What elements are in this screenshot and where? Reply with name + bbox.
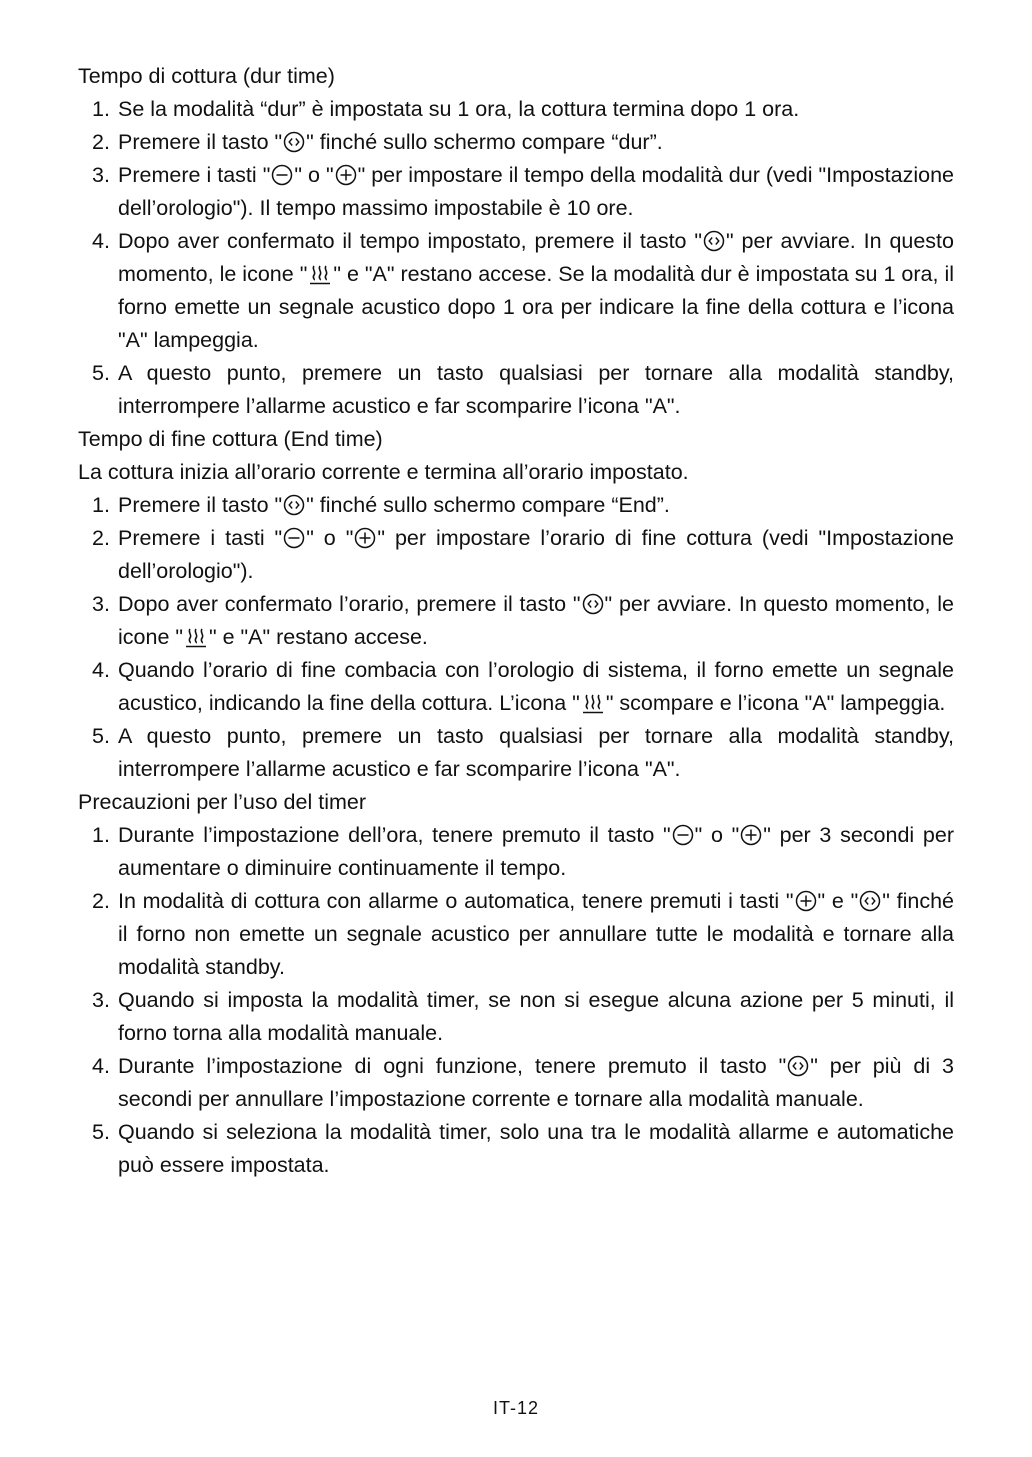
list-item — [78, 357, 954, 423]
list-item — [78, 159, 954, 225]
plus-button-icon — [795, 890, 817, 912]
arrows-button-icon — [283, 131, 305, 153]
item-text: Quando si seleziona la modalità timer, solo una tra le modalità allarme e automatiche può essere impostata. — [118, 1120, 954, 1177]
item-text: Durante l’impostazione di ogni funzione, tenere premuto il tasto " — [118, 1054, 787, 1078]
list-item-number: 4. — [92, 1054, 110, 1078]
list-item — [78, 588, 954, 654]
list-item-number: 1. — [92, 97, 110, 121]
item-text: In modalità di cottura con allarme o automatica, tenere premuti i tasti " — [118, 889, 794, 913]
item-text: A questo punto, premere un tasto qualsiasi per tornare alla modalità standby, interrompere l’allarme acustico e far scomparire l’icona "A". — [118, 361, 954, 418]
minus-button-icon — [271, 164, 293, 186]
item-text: " per 3 secondi per aumentare o diminuire continuamente il tempo. — [118, 823, 954, 880]
list-item — [78, 489, 954, 522]
item-text: Dopo aver confermato il tempo impostato, premere il tasto " — [118, 229, 703, 253]
list-item — [78, 819, 954, 885]
list-item — [78, 654, 954, 720]
list-item — [78, 126, 954, 159]
page-number: IT-12 — [492, 1398, 540, 1418]
list-item — [78, 522, 954, 588]
item-text: " e "A" restano accese. Se la modalità dur è impostata su 1 ora, il forno emette un segnale acustico dopo 1 ora per indicare la fine della cottura e l’icona "A" lampeggia. — [118, 262, 955, 352]
section-heading: Tempo di fine cottura (End time) — [78, 427, 383, 451]
item-text: Dopo aver confermato l’orario, premere il tasto " — [118, 592, 581, 616]
list-item — [78, 720, 954, 786]
section-heading: Precauzioni per l’uso del timer — [78, 790, 366, 814]
minus-button-icon — [283, 527, 305, 549]
list-item-number: 1. — [92, 493, 110, 517]
arrows-button-icon — [703, 230, 725, 252]
item-text: " per avviare. In questo momento, le icone " — [118, 592, 954, 649]
item-text: " per avviare. In questo momento, le icone " — [118, 229, 954, 286]
item-text: " scompare e l’icona "A" lampeggia. — [605, 691, 946, 715]
list-item-number: 1. — [92, 823, 110, 847]
minus-button-icon — [672, 824, 694, 846]
cooking-heat-icon — [184, 626, 208, 648]
item-text: Premere il tasto " — [118, 130, 283, 154]
cooking-heat-icon — [581, 692, 605, 714]
list-item — [78, 225, 954, 357]
item-text: Quando l’orario di fine combacia con l’orologio di sistema, il forno emette un segnale acustico, indicando la fine della cottura. L’icona " — [118, 658, 954, 715]
item-text: " o " — [306, 526, 354, 550]
item-text: Quando si imposta la modalità timer, se non si esegue alcuna azione per 5 minuti, il forno torna alla modalità manuale. — [118, 988, 954, 1045]
list-item-number: 4. — [92, 229, 110, 253]
list-item — [78, 1050, 954, 1116]
list-item — [78, 885, 954, 984]
item-text: " finché sullo schermo compare “End”. — [306, 493, 670, 517]
list-item — [78, 1116, 954, 1182]
list-item-number: 3. — [92, 988, 110, 1012]
list-item-number: 4. — [92, 658, 110, 682]
plus-button-icon — [335, 164, 357, 186]
list-item — [78, 93, 954, 126]
list-item-number: 2. — [92, 889, 110, 913]
item-text: Premere i tasti " — [118, 163, 271, 187]
section-heading: Tempo di cottura (dur time) — [78, 64, 335, 88]
list-item-number: 2. — [92, 130, 110, 154]
item-text: " finché il forno non emette un segnale acustico per annullare tutte le modalità e tornare alla modalità standby. — [118, 889, 955, 979]
item-text: " per impostare l’orario di fine cottura (vedi "Impostazione dell’orologio"). — [118, 526, 955, 583]
list-item-number: 5. — [92, 724, 110, 748]
list-item-number: 5. — [92, 361, 110, 385]
cooking-heat-icon — [308, 263, 332, 285]
manual-page-body — [78, 60, 954, 1182]
list-item-number: 3. — [92, 163, 110, 187]
arrows-button-icon — [859, 890, 881, 912]
item-text: Premere i tasti " — [118, 526, 283, 550]
item-text: " finché sullo schermo compare “dur”. — [306, 130, 663, 154]
arrows-button-icon — [283, 494, 305, 516]
instruction-list — [78, 93, 954, 423]
list-item-number: 2. — [92, 526, 110, 550]
instruction-list — [78, 819, 954, 1182]
item-text: " o " — [294, 163, 334, 187]
arrows-button-icon — [582, 593, 604, 615]
list-item-number: 5. — [92, 1120, 110, 1144]
item-text: " o " — [694, 823, 740, 847]
list-item — [78, 984, 954, 1050]
item-text: Durante l’impostazione dell’ora, tenere premuto il tasto " — [118, 823, 671, 847]
plus-button-icon — [740, 824, 762, 846]
item-text: " per impostare il tempo della modalità dur (vedi "Impostazione dell’orologio"). Il tempo massimo impostabile è 10 ore. — [118, 163, 954, 220]
item-text: " e " — [817, 889, 859, 913]
plus-button-icon — [354, 527, 376, 549]
item-text: " per più di 3 secondi per annullare l’impostazione corrente e tornare alla modalità manuale. — [118, 1054, 955, 1111]
item-text: A questo punto, premere un tasto qualsiasi per tornare alla modalità standby, interrompere l’allarme acustico e far scomparire l’icona "A". — [118, 724, 954, 781]
item-text: Se la modalità “dur” è impostata su 1 ora, la cottura termina dopo 1 ora. — [118, 97, 800, 121]
list-item-number: 3. — [92, 592, 110, 616]
item-text: Premere il tasto " — [118, 493, 283, 517]
instruction-list — [78, 489, 954, 786]
item-text: " e "A" restano accese. — [209, 625, 428, 649]
section-intro: La cottura inizia all’orario corrente e termina all’orario impostato. — [78, 460, 689, 484]
arrows-button-icon — [787, 1055, 809, 1077]
